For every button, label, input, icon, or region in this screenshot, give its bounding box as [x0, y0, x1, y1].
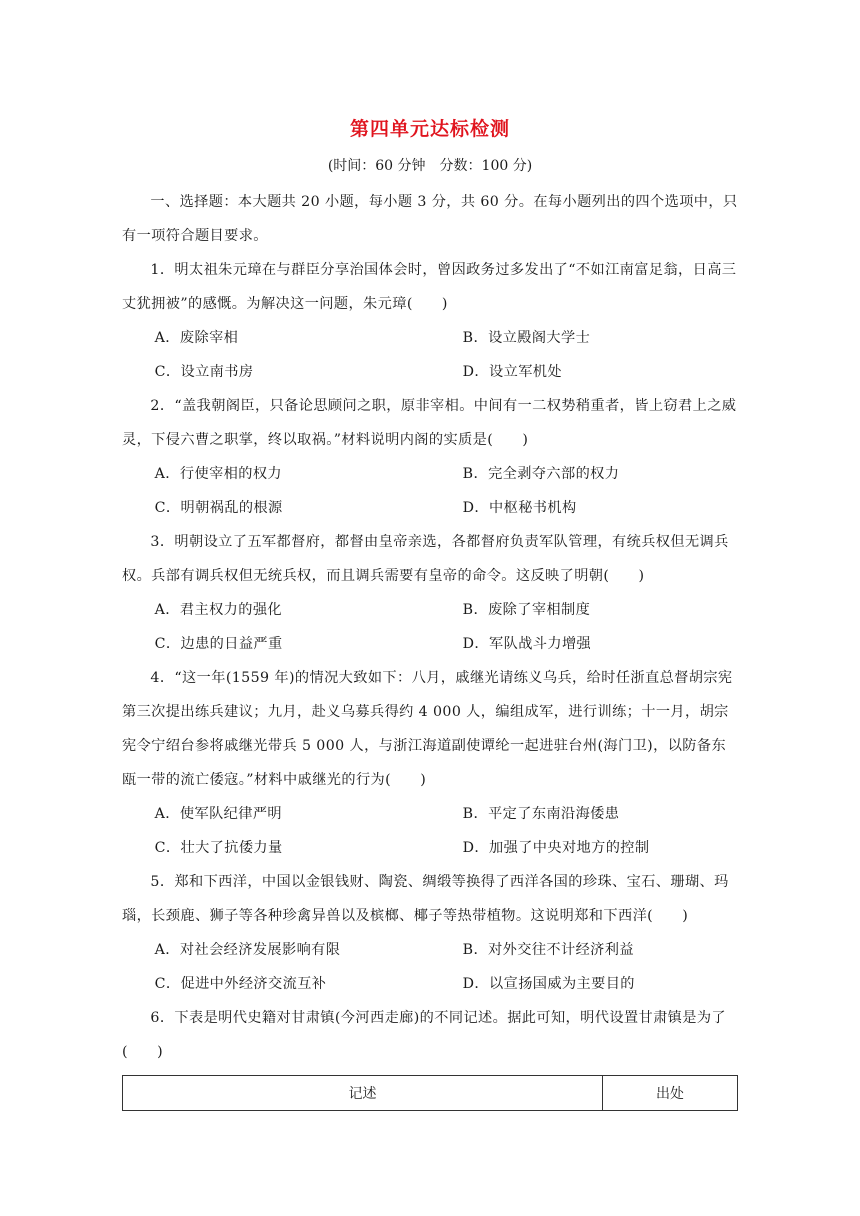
document-title: 第四单元达标检测	[349, 118, 510, 140]
question-stem: 1．明太祖朱元璋在与群臣分享治国体会时，曾因政务过多发出了“不如江南富足翁，日高三丈犹拥被”的感慨。为解决这一问题，朱元璋( )	[122, 262, 737, 312]
option-b: B．平定了东南沿海倭患	[462, 806, 620, 822]
option-a: A．废除宰相	[154, 330, 239, 346]
question-5	[122, 865, 738, 1001]
question-3	[122, 525, 738, 661]
option-a: A．使军队纪律严明	[154, 806, 283, 822]
records-table-wrap	[122, 1075, 738, 1111]
question-1	[122, 253, 738, 389]
option-a: A．君主权力的强化	[154, 602, 283, 618]
question-stem: 4．“这一年(1559 年)的情况大致如下：八月，戚继光请练义乌兵，给时任浙直总督胡宗宪第三次提出练兵建议；九月，赴义乌募兵得约 4 000 人，编组成军，进行训练；十一月，胡宗宪令宁绍台参将戚继光带兵 5 000 人，与浙江海道副使谭纶一起进驻台州(海门卫)，以防备东瓯一带的流亡倭寇。”材料中戚继光的行为( )	[122, 670, 733, 788]
option-a: A．行使宰相的权力	[154, 466, 283, 482]
option-b: B．对外交往不计经济利益	[462, 942, 634, 958]
question-stem: 3．明朝设立了五军都督府，都督由皇帝亲选，各都督府负责军队管理，有统兵权但无调兵权。兵部有调兵权但无统兵权，而且调兵需要有皇帝的命令。这反映了明朝( )	[122, 534, 729, 584]
question-stem: 2．“盖我朝阁臣，只备论思顾问之职，原非宰相。中间有一二权势稍重者，皆上窃君上之威灵，下侵六曹之职掌，终以取祸。”材料说明内阁的实质是( )	[122, 398, 737, 448]
section-instructions: 一、选择题：本大题共 20 小题，每小题 3 分，共 60 分。在每小题列出的四个选项中，只有一项符合题目要求。	[122, 194, 738, 244]
records-table	[122, 1075, 738, 1111]
table-header-row	[123, 1076, 738, 1111]
option-c: C．边患的日益严重	[154, 636, 283, 652]
option-d: D．加强了中央对地方的控制	[462, 840, 650, 856]
option-c: C．设立南书房	[154, 364, 254, 380]
option-d: D．以宣扬国威为主要目的	[462, 976, 635, 992]
option-c: C．促进中外经济交流互补	[154, 976, 327, 992]
options	[122, 457, 738, 525]
question-stem: 5．郑和下西洋，中国以金银钱财、陶瓷、绸缎等换得了西洋各国的珍珠、宝石、珊瑚、玛瑙，长颈鹿、狮子等各种珍禽异兽以及槟榔、椰子等热带植物。这说明郑和下西洋( )	[122, 874, 729, 924]
table-header-source: 出处	[603, 1076, 738, 1111]
option-b: B．设立殿阁大学士	[462, 330, 591, 346]
option-b: B．废除了宰相制度	[462, 602, 591, 618]
question-4	[122, 661, 738, 865]
options	[122, 593, 738, 661]
question-stem: 6．下表是明代史籍对甘肃镇(今河西走廊)的不同记述。据此可知，明代设置甘肃镇是为了( )	[122, 1010, 727, 1060]
option-d: D．军队战斗力增强	[462, 636, 592, 652]
option-d: D．中枢秘书机构	[462, 500, 577, 516]
option-a: A．对社会经济发展影响有限	[154, 942, 341, 958]
table-header-record: 记述	[123, 1076, 603, 1111]
document-content	[122, 185, 738, 1111]
options	[122, 797, 738, 865]
exam-time-score: (时间：60 分钟 分数：100 分)	[327, 158, 533, 174]
option-c: C．明朝祸乱的根源	[154, 500, 283, 516]
option-d: D．设立军机处	[462, 364, 562, 380]
options	[122, 933, 738, 1001]
question-6	[122, 1001, 738, 1069]
question-2	[122, 389, 738, 525]
option-c: C．壮大了抗倭力量	[154, 840, 283, 856]
option-b: B．完全剥夺六部的权力	[462, 466, 620, 482]
options	[122, 321, 738, 389]
